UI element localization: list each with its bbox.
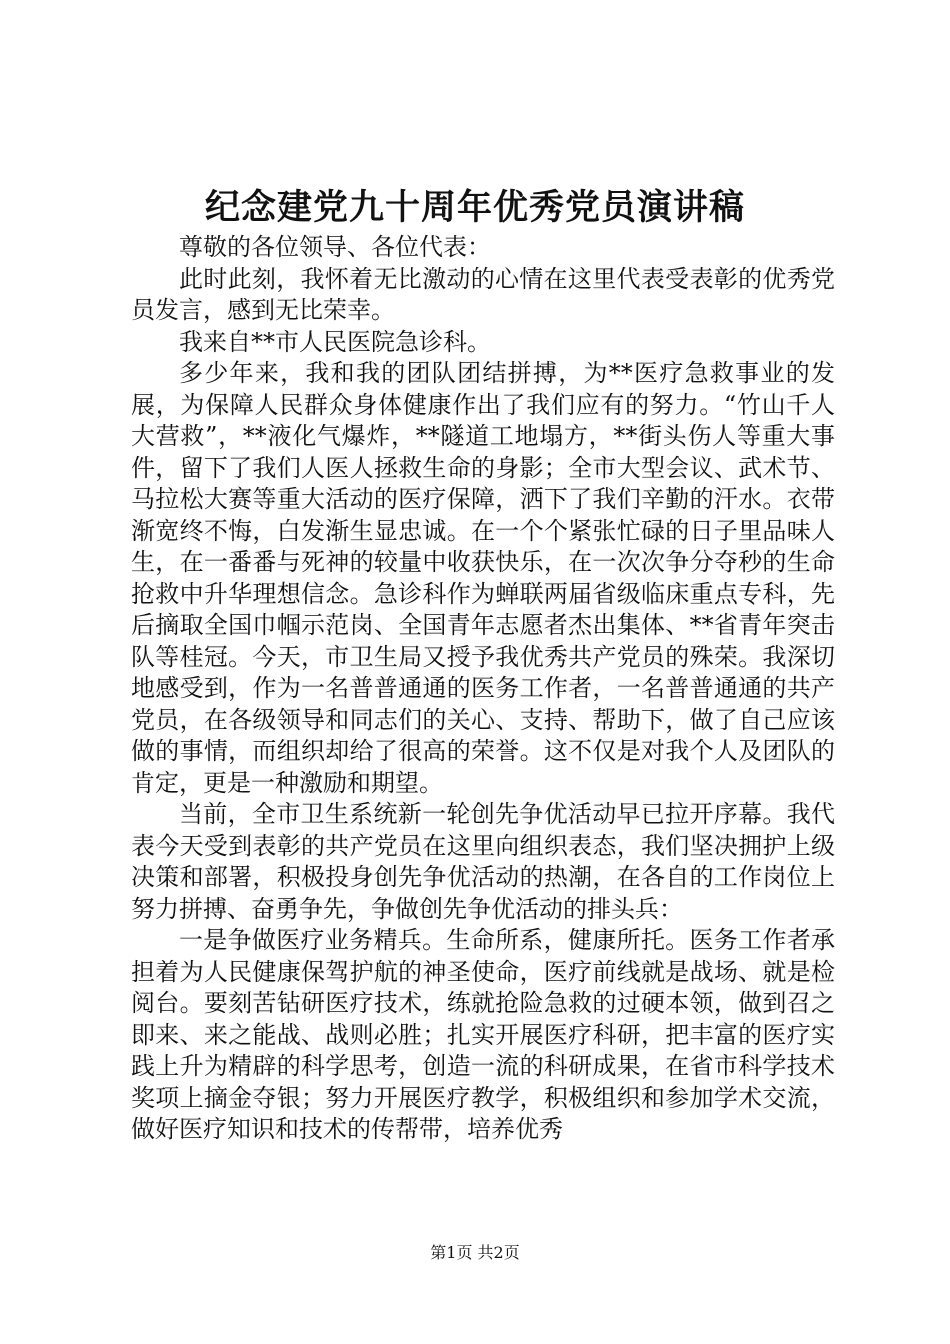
body-paragraph: 我来自**市人民医院急诊科。: [179, 327, 491, 356]
body-paragraph: 多少年来，我和我的团队团结拼搏，为**医疗急救事业的发展，为保障人民群众身体健康作出了我们应有的努力。“竹山千人大营救”，**液化气爆炸，**隧道工地塌方，**街头伤人等重大事件，留下了我们人医人拯救生命的身影；全市大型会议、武术节、马拉松大赛等重大活动的医疗保障，洒下了我们辛勤的汗水。衣带渐宽终不悔，白发渐生显忠诚。在一个个紧张忙碌的日子里品味人生，在一番番与死神的较量中收获快乐，在一次次争分夺秒的生命抢救中升华理想信念。急诊科作为蝉联两届省级临床重点专科，先后摘取全国巾帼示范岗、全国青年志愿者杰出集体、**省青年突击队等桂冠。今天，市卫生局又授予我优秀共产党员的殊荣。我深切地感受到，作为一名普普通通的医务工作者，一名普普通通的共产党员，在各级领导和同志们的关心、支持、帮助下，做了自己应该做的事情，而组织却给了很高的荣誉。这不仅是对我个人及团队的肯定，更是一种激励和期望。: [131, 359, 835, 797]
body-paragraph: 一是争做医疗业务精兵。生命所系，健康所托。医务工作者承担着为人民健康保驾护航的神圣使命，医疗前线就是战场、就是检阅台。要刻苦钻研医疗技术，练就抢险急救的过硬本领，做到召之即来、来之能战、战则必胜；扎实开展医疗科研，把丰富的医疗实践上升为精辟的科学思考，创造一流的科研成果，在省市科学技术奖项上摘金夺银；努力开展医疗教学，积极组织和参加学术交流，做好医疗知识和技术的传帮带，培养优秀: [131, 926, 835, 1143]
page-footer: 第1页 共2页: [430, 1243, 520, 1262]
body-paragraph: 此时此刻，我怀着无比激动的心情在这里代表受表彰的优秀党员发言，感到无比荣幸。: [131, 264, 835, 324]
salutation-paragraph: 尊敬的各位领导、各位代表：: [179, 233, 491, 261]
body-paragraph: 当前，全市卫生系统新一轮创先争优活动早已拉开序幕。我代表今天受到表彰的共产党员在这里向组织表态，我们坚决拥护上级决策和部署，积极投身创先争优活动的热潮，在各自的工作岗位上努力拼搏、奋勇争先，争做创先争优活动的排头兵：: [131, 800, 835, 923]
document-title: 纪念建党九十周年优秀党员演讲稿: [204, 187, 745, 228]
document-body: [131, 232, 835, 1146]
